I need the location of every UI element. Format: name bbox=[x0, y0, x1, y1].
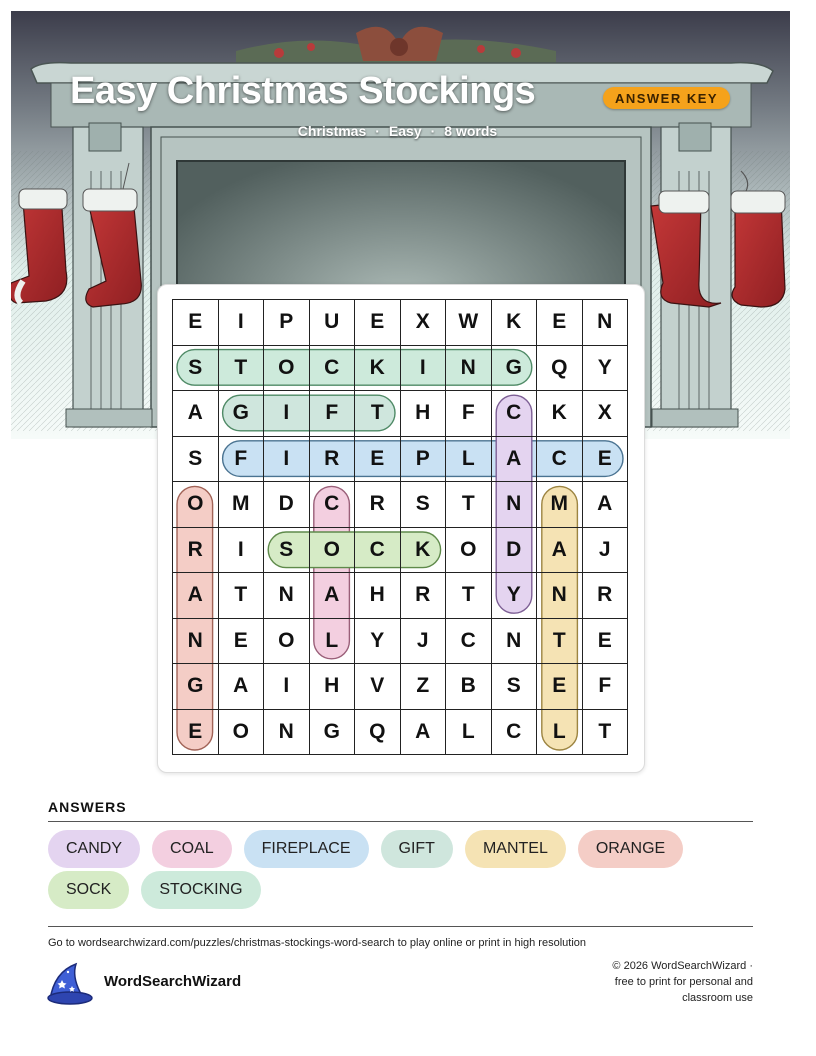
grid-cell[interactable]: J bbox=[583, 528, 629, 574]
answer-pill-candy: CANDY bbox=[48, 830, 140, 868]
grid-cell[interactable]: O bbox=[264, 619, 310, 665]
copyright-text bbox=[573, 958, 753, 1006]
grid-cell[interactable]: L bbox=[446, 437, 492, 483]
grid-cell[interactable]: F bbox=[446, 391, 492, 437]
grid-cell[interactable]: I bbox=[219, 528, 265, 574]
grid-cell[interactable]: H bbox=[401, 391, 447, 437]
brand-name: WordSearchWizard bbox=[104, 973, 242, 990]
grid-cell[interactable]: C bbox=[492, 391, 538, 437]
grid-cell[interactable]: T bbox=[583, 710, 629, 756]
grid-cell[interactable]: O bbox=[310, 528, 356, 574]
grid-cell[interactable]: R bbox=[355, 482, 401, 528]
grid-cell[interactable]: T bbox=[355, 391, 401, 437]
grid-cell[interactable]: N bbox=[492, 482, 538, 528]
grid-cell[interactable]: F bbox=[219, 437, 265, 483]
grid-cell[interactable]: L bbox=[446, 710, 492, 756]
grid-cell[interactable]: A bbox=[173, 391, 219, 437]
grid-cell[interactable]: X bbox=[401, 300, 447, 346]
grid-cell[interactable]: A bbox=[310, 573, 356, 619]
grid-cell[interactable]: Q bbox=[355, 710, 401, 756]
grid-cell[interactable]: E bbox=[537, 664, 583, 710]
grid-cell[interactable]: T bbox=[219, 346, 265, 392]
grid-cell[interactable]: G bbox=[492, 346, 538, 392]
divider bbox=[48, 821, 753, 822]
grid-cell[interactable]: J bbox=[401, 619, 447, 665]
word-search-board bbox=[172, 299, 628, 755]
grid-cell[interactable]: I bbox=[264, 664, 310, 710]
grid-cell[interactable]: T bbox=[537, 619, 583, 665]
separator-dot: · bbox=[430, 123, 436, 139]
grid-cell[interactable]: I bbox=[264, 391, 310, 437]
answers-heading: ANSWERS bbox=[48, 799, 127, 815]
grid-cell[interactable]: E bbox=[583, 619, 629, 665]
letter-grid bbox=[172, 299, 628, 755]
grid-cell[interactable]: A bbox=[401, 710, 447, 756]
grid-cell[interactable]: S bbox=[264, 528, 310, 574]
grid-cell[interactable]: T bbox=[446, 482, 492, 528]
grid-cell[interactable]: U bbox=[310, 300, 356, 346]
grid-cell[interactable]: A bbox=[583, 482, 629, 528]
grid-cell[interactable]: X bbox=[583, 391, 629, 437]
grid-cell[interactable]: O bbox=[264, 346, 310, 392]
grid-cell[interactable]: Z bbox=[401, 664, 447, 710]
grid-cell[interactable]: C bbox=[446, 619, 492, 665]
answer-pill-stocking: STOCKING bbox=[141, 871, 260, 909]
copyright-line: classroom use bbox=[682, 992, 753, 1004]
grid-cell[interactable]: Y bbox=[583, 346, 629, 392]
grid-cell[interactable]: G bbox=[219, 391, 265, 437]
grid-cell[interactable]: N bbox=[492, 619, 538, 665]
grid-cell[interactable]: E bbox=[583, 437, 629, 483]
grid-cell[interactable]: A bbox=[492, 437, 538, 483]
puzzle-meta bbox=[0, 123, 795, 139]
grid-cell[interactable]: G bbox=[310, 710, 356, 756]
grid-cell[interactable]: K bbox=[401, 528, 447, 574]
grid-cell[interactable]: Q bbox=[537, 346, 583, 392]
grid-cell[interactable]: O bbox=[446, 528, 492, 574]
grid-cell[interactable]: F bbox=[583, 664, 629, 710]
grid-cell[interactable]: R bbox=[583, 573, 629, 619]
grid-cell[interactable]: K bbox=[492, 300, 538, 346]
grid-cell[interactable]: T bbox=[219, 573, 265, 619]
grid-cell[interactable]: O bbox=[173, 482, 219, 528]
grid-cell[interactable]: C bbox=[537, 437, 583, 483]
answer-pill-coal: COAL bbox=[152, 830, 232, 868]
grid-cell[interactable]: I bbox=[264, 437, 310, 483]
divider bbox=[48, 926, 753, 927]
grid-cell[interactable]: F bbox=[310, 391, 356, 437]
grid-cell[interactable]: T bbox=[446, 573, 492, 619]
grid-cell[interactable]: N bbox=[446, 346, 492, 392]
grid-cell[interactable]: S bbox=[173, 346, 219, 392]
copyright-line: free to print for personal and bbox=[614, 976, 753, 988]
theme-label: Christmas bbox=[297, 123, 367, 139]
grid-cell[interactable]: L bbox=[310, 619, 356, 665]
grid-cell[interactable]: C bbox=[492, 710, 538, 756]
word-count-label: 8 words bbox=[444, 123, 498, 139]
grid-cell[interactable]: K bbox=[537, 391, 583, 437]
grid-cell[interactable]: E bbox=[355, 437, 401, 483]
grid-cell[interactable]: V bbox=[355, 664, 401, 710]
grid-cell[interactable]: Y bbox=[355, 619, 401, 665]
answer-pill-sock: SOCK bbox=[48, 871, 129, 909]
grid-cell[interactable]: C bbox=[310, 346, 356, 392]
grid-cell[interactable]: R bbox=[173, 528, 219, 574]
grid-cell[interactable]: A bbox=[537, 528, 583, 574]
grid-cell[interactable]: B bbox=[446, 664, 492, 710]
footer-url-text: Go to wordsearchwizard.com/puzzles/christmas-stockings-word-search to play online or print in high resolution bbox=[48, 937, 587, 949]
grid-cell[interactable]: I bbox=[401, 346, 447, 392]
grid-cell[interactable]: P bbox=[401, 437, 447, 483]
grid-cell[interactable]: Y bbox=[492, 573, 538, 619]
grid-cell[interactable]: L bbox=[537, 710, 583, 756]
grid-cell[interactable]: R bbox=[310, 437, 356, 483]
grid-cell[interactable]: E bbox=[537, 300, 583, 346]
grid-cell[interactable]: N bbox=[537, 573, 583, 619]
wizard-hat-icon bbox=[46, 962, 94, 1011]
grid-cell[interactable]: N bbox=[173, 619, 219, 665]
grid-cell[interactable]: I bbox=[219, 300, 265, 346]
grid-cell[interactable]: N bbox=[264, 710, 310, 756]
grid-cell[interactable]: M bbox=[537, 482, 583, 528]
copyright-line: © 2026 WordSearchWizard · bbox=[612, 960, 753, 972]
grid-cell[interactable]: K bbox=[355, 346, 401, 392]
page-title: Easy Christmas Stockings bbox=[70, 70, 536, 112]
grid-cell[interactable]: E bbox=[355, 300, 401, 346]
grid-cell[interactable]: C bbox=[355, 528, 401, 574]
difficulty-label: Easy bbox=[388, 123, 422, 139]
grid-cell[interactable]: E bbox=[219, 619, 265, 665]
grid-cell[interactable]: N bbox=[583, 300, 629, 346]
answers-list bbox=[48, 830, 753, 909]
answer-pill-mantel: MANTEL bbox=[465, 830, 566, 868]
grid-cell[interactable]: D bbox=[264, 482, 310, 528]
grid-cell[interactable]: E bbox=[173, 710, 219, 756]
grid-cell[interactable]: S bbox=[173, 437, 219, 483]
answer-pill-gift: GIFT bbox=[381, 830, 453, 868]
grid-cell[interactable]: H bbox=[355, 573, 401, 619]
grid-cell[interactable]: R bbox=[401, 573, 447, 619]
grid-cell[interactable]: A bbox=[219, 664, 265, 710]
grid-cell[interactable]: H bbox=[310, 664, 356, 710]
grid-cell[interactable]: P bbox=[264, 300, 310, 346]
answer-pill-orange: ORANGE bbox=[578, 830, 683, 868]
grid-cell[interactable]: N bbox=[264, 573, 310, 619]
grid-cell[interactable]: S bbox=[492, 664, 538, 710]
grid-cell[interactable]: W bbox=[446, 300, 492, 346]
grid-cell[interactable]: S bbox=[401, 482, 447, 528]
stocking-icon bbox=[731, 171, 785, 307]
grid-cell[interactable]: M bbox=[219, 482, 265, 528]
answer-pill-fireplace: FIREPLACE bbox=[244, 830, 369, 868]
answer-key-badge: ANSWER KEY bbox=[603, 87, 730, 109]
grid-cell[interactable]: G bbox=[173, 664, 219, 710]
grid-cell[interactable]: D bbox=[492, 528, 538, 574]
grid-cell[interactable]: E bbox=[173, 300, 219, 346]
grid-cell[interactable]: O bbox=[219, 710, 265, 756]
grid-cell[interactable]: C bbox=[310, 482, 356, 528]
separator-dot: · bbox=[375, 123, 380, 139]
grid-cell[interactable]: A bbox=[173, 573, 219, 619]
